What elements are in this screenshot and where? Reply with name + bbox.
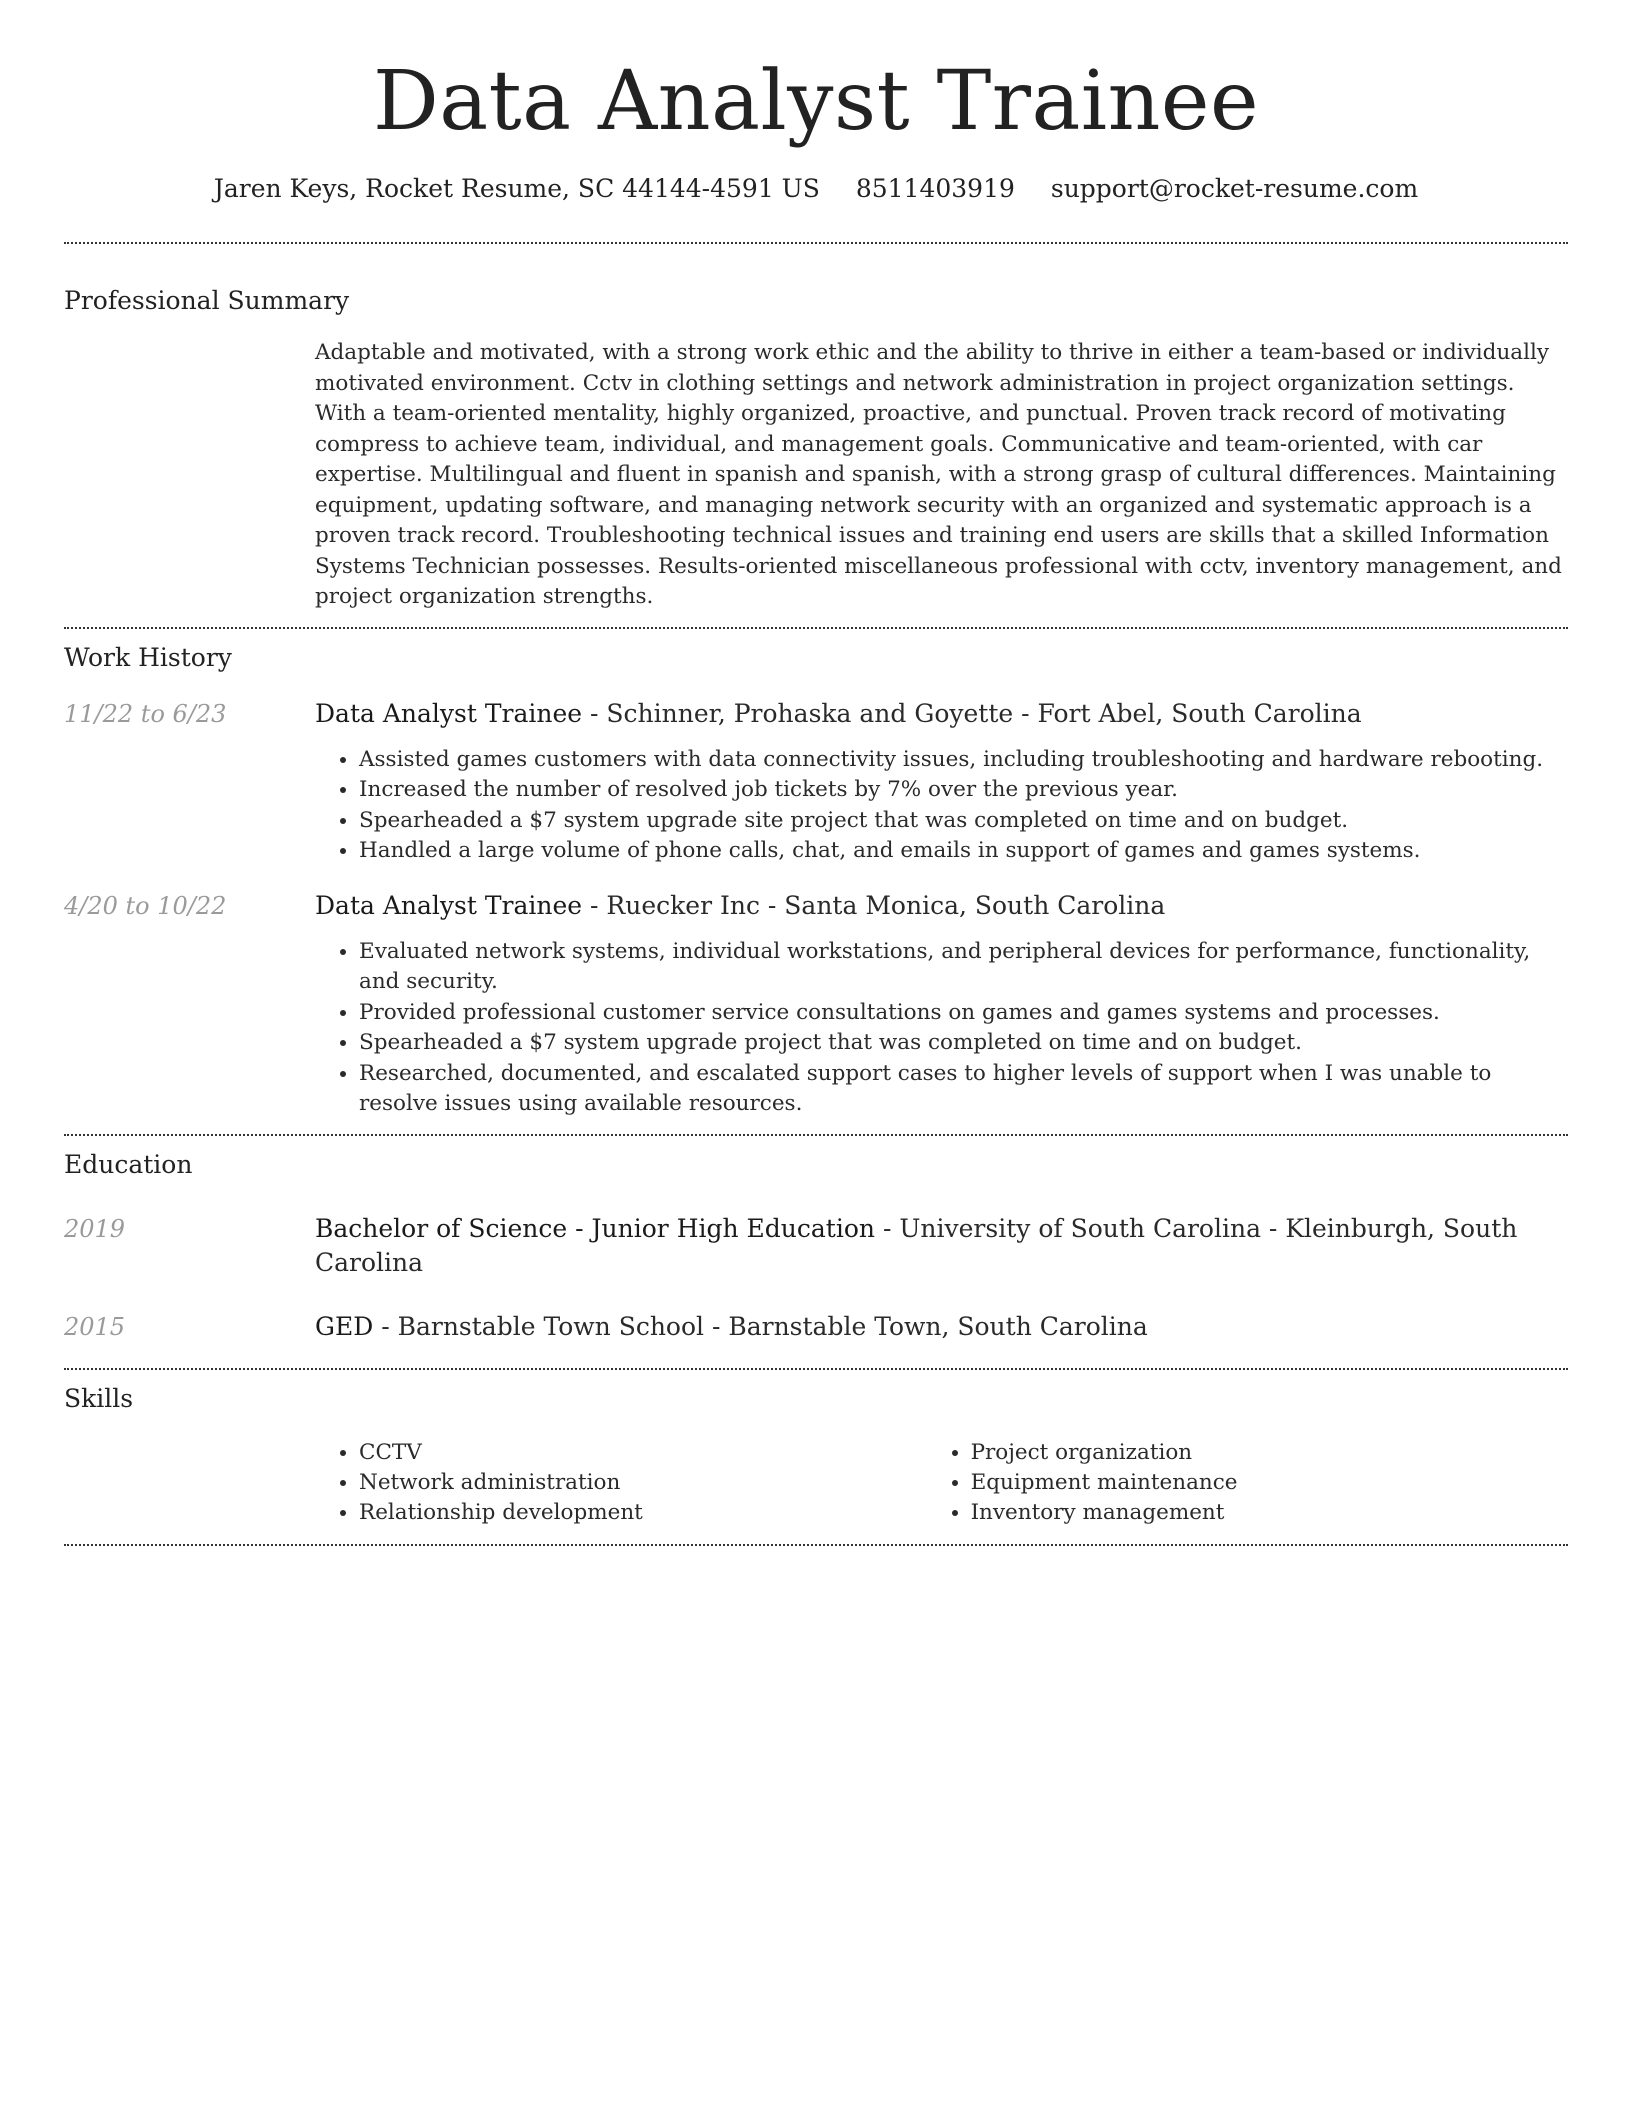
section-divider [64,1368,1568,1370]
list-item: • Researched, documented, and escalated support cases to higher levels of support when I was unable to resolve issues using available resources. [359,1059,1568,1120]
section-divider [64,1544,1568,1546]
skill-item: • CCTV [359,1438,927,1468]
skills-grid [315,1438,1568,1528]
job-role: Data Analyst Trainee [315,698,583,728]
job-title-line [315,697,1362,731]
skill-item: • Relationship development [359,1498,927,1528]
contact-line [64,172,1568,206]
resume-name: Data Analyst Trainee [373,54,1259,149]
list-item: • Spearheaded a $7 system upgrade project that was completed on time and on budget. [359,1028,1568,1059]
list-item: • Assisted games customers with data connectivity issues, including troubleshooting and hardware rebooting. [359,745,1568,776]
skills-list-right [927,1438,1568,1528]
skill-item: • Equipment maintenance [971,1468,1568,1498]
job-title-line [315,889,1165,923]
education-school-location: - Barnstable Town School - Barnstable Town, South Carolina [373,1311,1148,1341]
job-entry [64,697,1568,867]
job-entry [64,889,1568,1120]
section-title-work: Work History [64,642,232,672]
education-year: 2015 [64,1312,126,1341]
job-dates: 4/20 to 10/22 [64,891,227,920]
skill-item: • Network administration [359,1468,927,1498]
section-title-education: Education [64,1149,193,1179]
list-item: • Increased the number of resolved job tickets by 7% over the previous year. [359,775,1568,806]
skill-item: • Project organization [971,1438,1568,1468]
education-school-location: - University of South Carolina - Kleinburgh, South Carolina [315,1213,1518,1277]
list-item: • Handled a large volume of phone calls, chat, and emails in support of games and games systems. [359,836,1568,867]
education-year: 2019 [64,1214,126,1243]
contact-phone: 8511403919 [855,174,1015,203]
job-header [64,697,1568,731]
job-role: Data Analyst Trainee [315,890,583,920]
list-item: • Spearheaded a $7 system upgrade site project that was completed on time and on budget. [359,806,1568,837]
education-degree: Bachelor of Science - Junior High Education [315,1213,875,1243]
education-line [315,1212,1568,1280]
contact-address: Jaren Keys, Rocket Resume, SC 44144-4591 US [213,174,820,203]
job-company-location: - Schinner, Prohaska and Goyette - Fort Abel, South Carolina [582,698,1362,728]
summary-section [64,284,1568,613]
resume-page [64,0,1568,1546]
job-bullets [315,937,1568,1120]
section-divider [64,242,1568,244]
work-history-section [64,641,1568,1120]
education-entry [64,1310,1568,1344]
section-divider [64,627,1568,629]
education-entry [64,1212,1568,1280]
job-company-location: - Ruecker Inc - Santa Monica, South Carolina [582,890,1166,920]
list-item: • Provided professional customer service consultations on games and games systems and processes. [359,998,1568,1029]
education-line [315,1310,1148,1344]
skill-item: • Inventory management [971,1498,1568,1528]
education-degree: GED [315,1311,374,1341]
skills-section [64,1382,1568,1528]
job-header [64,889,1568,923]
education-section [64,1148,1568,1344]
list-item: • Evaluated network systems, individual workstations, and peripheral devices for performance, functionality, and security. [359,937,1568,998]
job-bullets [315,745,1568,867]
summary-text: Adaptable and motivated, with a strong work ethic and the ability to thrive in either a team-based or individually motivated environment. Cctv in clothing settings and network administration in project organization settings. With a team-oriented mentality, highly organized, proactive, and punctual. Proven track record of motivating compress to achieve team, individual, and management goals. Communicative and team-oriented, with car expertise. Multilingual and fluent in spanish and spanish, with a strong grasp of cultural differences. Maintaining equipment, updating software, and managing network security with an organized and systematic approach is a proven track record. Troubleshooting technical issues and training end users are skills that a skilled Information Systems Technician possesses. Results-oriented miscellaneous professional with cctv, inventory management, and project organization strengths. [315,340,1562,609]
contact-email: support@rocket-resume.com [1050,174,1419,203]
section-title-summary: Professional Summary [64,286,350,315]
section-divider [64,1134,1568,1136]
skills-list-left [315,1438,927,1528]
section-title-skills: Skills [64,1383,134,1413]
job-dates: 11/22 to 6/23 [64,699,227,728]
